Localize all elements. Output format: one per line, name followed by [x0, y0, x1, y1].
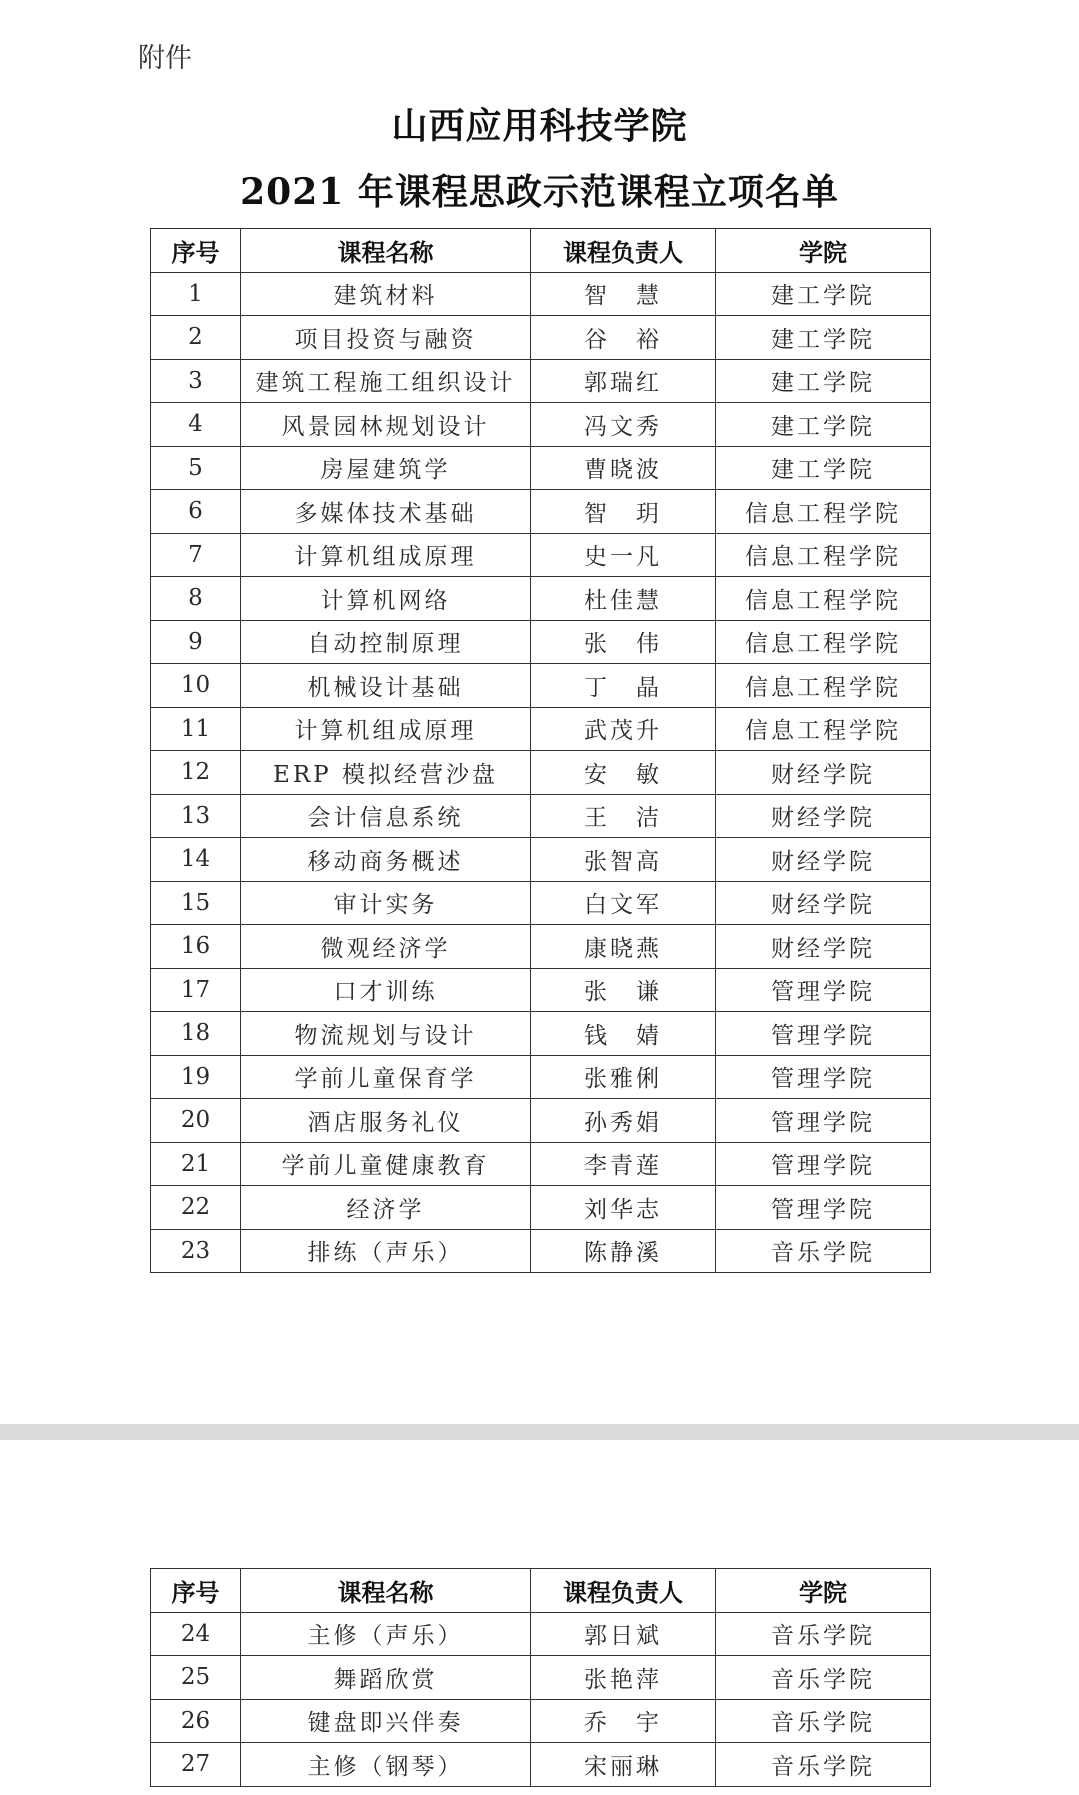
course-lead: 智 慧 — [531, 272, 716, 316]
college-name: 音乐学院 — [716, 1699, 931, 1743]
course-name: 建筑工程施工组织设计 — [241, 359, 531, 403]
course-lead: 李青莲 — [531, 1142, 716, 1186]
table-row — [151, 1055, 931, 1099]
row-number: 15 — [151, 881, 241, 925]
course-lead: 孙秀娟 — [531, 1099, 716, 1143]
course-name: 移动商务概述 — [241, 838, 531, 882]
college-name: 建工学院 — [716, 403, 931, 447]
row-number: 19 — [151, 1055, 241, 1099]
row-number: 14 — [151, 838, 241, 882]
row-number: 22 — [151, 1186, 241, 1230]
table-row — [151, 794, 931, 838]
college-name: 财经学院 — [716, 925, 931, 969]
column-header-course: 课程名称 — [241, 1569, 531, 1613]
course-name: 舞蹈欣赏 — [241, 1656, 531, 1700]
row-number: 2 — [151, 316, 241, 360]
course-name: 计算机组成原理 — [241, 707, 531, 751]
table-row — [151, 403, 931, 447]
college-name: 音乐学院 — [716, 1656, 931, 1700]
course-lead: 郭日斌 — [531, 1612, 716, 1656]
college-name: 建工学院 — [716, 446, 931, 490]
course-name: ERP 模拟经营沙盘 — [241, 751, 531, 795]
college-name: 音乐学院 — [716, 1612, 931, 1656]
column-header-person: 课程负责人 — [531, 229, 716, 273]
course-name: 学前儿童保育学 — [241, 1055, 531, 1099]
table-header-row — [151, 1569, 931, 1613]
table-row — [151, 446, 931, 490]
course-lead: 乔 宇 — [531, 1699, 716, 1743]
row-number: 10 — [151, 664, 241, 708]
document-subtitle: 2021 年课程思政示范课程立项名单 — [240, 171, 839, 213]
college-name: 建工学院 — [716, 316, 931, 360]
course-name: 项目投资与融资 — [241, 316, 531, 360]
column-header-number: 序号 — [151, 1569, 241, 1613]
row-number: 12 — [151, 751, 241, 795]
row-number: 24 — [151, 1612, 241, 1656]
course-name: 学前儿童健康教育 — [241, 1142, 531, 1186]
course-lead: 白文军 — [531, 881, 716, 925]
course-lead: 郭瑞红 — [531, 359, 716, 403]
table-row — [151, 620, 931, 664]
column-header-person: 课程负责人 — [531, 1569, 716, 1613]
course-lead: 康晓燕 — [531, 925, 716, 969]
row-number: 26 — [151, 1699, 241, 1743]
table-row — [151, 1612, 931, 1656]
course-name: 自动控制原理 — [241, 620, 531, 664]
college-name: 财经学院 — [716, 751, 931, 795]
course-lead: 刘华志 — [531, 1186, 716, 1230]
document-page-2 — [0, 1440, 1079, 1795]
course-list-table — [150, 228, 931, 1273]
table-row — [151, 1743, 931, 1787]
course-name: 键盘即兴伴奏 — [241, 1699, 531, 1743]
table-row — [151, 1656, 931, 1700]
course-list-table-continued — [150, 1568, 931, 1787]
college-name: 建工学院 — [716, 359, 931, 403]
row-number: 7 — [151, 533, 241, 577]
college-name: 信息工程学院 — [716, 664, 931, 708]
college-name: 管理学院 — [716, 1186, 931, 1230]
table-row — [151, 751, 931, 795]
course-name: 主修（钢琴） — [241, 1743, 531, 1787]
row-number: 1 — [151, 272, 241, 316]
course-name: 会计信息系统 — [241, 794, 531, 838]
course-lead: 丁 晶 — [531, 664, 716, 708]
table-row — [151, 577, 931, 621]
row-number: 13 — [151, 794, 241, 838]
course-lead: 曹晓波 — [531, 446, 716, 490]
course-name: 口才训练 — [241, 968, 531, 1012]
column-header-college: 学院 — [716, 229, 931, 273]
college-name: 信息工程学院 — [716, 490, 931, 534]
course-lead: 陈静溪 — [531, 1229, 716, 1273]
table-header-row — [151, 229, 931, 273]
course-lead: 冯文秀 — [531, 403, 716, 447]
table-row — [151, 881, 931, 925]
document-title: 山西应用科技学院 — [391, 105, 688, 147]
table-row — [151, 1012, 931, 1056]
row-number: 16 — [151, 925, 241, 969]
table-body — [151, 1612, 931, 1786]
course-lead: 安 敏 — [531, 751, 716, 795]
attachment-label: 附件 — [138, 43, 192, 74]
table-row — [151, 707, 931, 751]
table-row — [151, 1699, 931, 1743]
course-name: 物流规划与设计 — [241, 1012, 531, 1056]
row-number: 11 — [151, 707, 241, 751]
course-name: 计算机组成原理 — [241, 533, 531, 577]
course-lead: 钱 婧 — [531, 1012, 716, 1056]
course-lead: 宋丽琳 — [531, 1743, 716, 1787]
college-name: 财经学院 — [716, 794, 931, 838]
course-lead: 智 玥 — [531, 490, 716, 534]
college-name: 信息工程学院 — [716, 707, 931, 751]
column-header-course: 课程名称 — [241, 229, 531, 273]
college-name: 管理学院 — [716, 968, 931, 1012]
college-name: 信息工程学院 — [716, 533, 931, 577]
row-number: 9 — [151, 620, 241, 664]
table-row — [151, 1186, 931, 1230]
college-name: 财经学院 — [716, 838, 931, 882]
college-name: 管理学院 — [716, 1099, 931, 1143]
table-body — [151, 272, 931, 1273]
college-name: 管理学院 — [716, 1142, 931, 1186]
course-name: 酒店服务礼仪 — [241, 1099, 531, 1143]
row-number: 21 — [151, 1142, 241, 1186]
course-name: 计算机网络 — [241, 577, 531, 621]
course-lead: 武茂升 — [531, 707, 716, 751]
column-header-college: 学院 — [716, 1569, 931, 1613]
table-row — [151, 838, 931, 882]
page-separator — [0, 1424, 1079, 1440]
row-number: 17 — [151, 968, 241, 1012]
college-name: 信息工程学院 — [716, 620, 931, 664]
table-row — [151, 533, 931, 577]
table-row — [151, 316, 931, 360]
table-row — [151, 925, 931, 969]
course-name: 经济学 — [241, 1186, 531, 1230]
college-name: 建工学院 — [716, 272, 931, 316]
row-number: 3 — [151, 359, 241, 403]
course-name: 风景园林规划设计 — [241, 403, 531, 447]
row-number: 20 — [151, 1099, 241, 1143]
row-number: 25 — [151, 1656, 241, 1700]
course-lead: 王 洁 — [531, 794, 716, 838]
course-lead: 张雅俐 — [531, 1055, 716, 1099]
college-name: 财经学院 — [716, 881, 931, 925]
course-name: 房屋建筑学 — [241, 446, 531, 490]
course-name: 建筑材料 — [241, 272, 531, 316]
course-lead: 张 谦 — [531, 968, 716, 1012]
course-lead: 张 伟 — [531, 620, 716, 664]
college-name: 管理学院 — [716, 1012, 931, 1056]
table-row — [151, 664, 931, 708]
course-lead: 杜佳慧 — [531, 577, 716, 621]
course-name: 排练（声乐） — [241, 1229, 531, 1273]
course-lead: 谷 裕 — [531, 316, 716, 360]
course-lead: 张智高 — [531, 838, 716, 882]
table-row — [151, 968, 931, 1012]
course-name: 审计实务 — [241, 881, 531, 925]
row-number: 18 — [151, 1012, 241, 1056]
table-row — [151, 359, 931, 403]
row-number: 6 — [151, 490, 241, 534]
table-row — [151, 1142, 931, 1186]
course-lead: 张艳萍 — [531, 1656, 716, 1700]
table-row — [151, 1229, 931, 1273]
course-lead: 史一凡 — [531, 533, 716, 577]
row-number: 27 — [151, 1743, 241, 1787]
row-number: 8 — [151, 577, 241, 621]
row-number: 5 — [151, 446, 241, 490]
column-header-number: 序号 — [151, 229, 241, 273]
table-row — [151, 1099, 931, 1143]
college-name: 信息工程学院 — [716, 577, 931, 621]
table-row — [151, 272, 931, 316]
table-row — [151, 490, 931, 534]
course-name: 微观经济学 — [241, 925, 531, 969]
course-name: 多媒体技术基础 — [241, 490, 531, 534]
row-number: 23 — [151, 1229, 241, 1273]
college-name: 音乐学院 — [716, 1743, 931, 1787]
row-number: 4 — [151, 403, 241, 447]
college-name: 音乐学院 — [716, 1229, 931, 1273]
college-name: 管理学院 — [716, 1055, 931, 1099]
course-name: 机械设计基础 — [241, 664, 531, 708]
course-name: 主修（声乐） — [241, 1612, 531, 1656]
